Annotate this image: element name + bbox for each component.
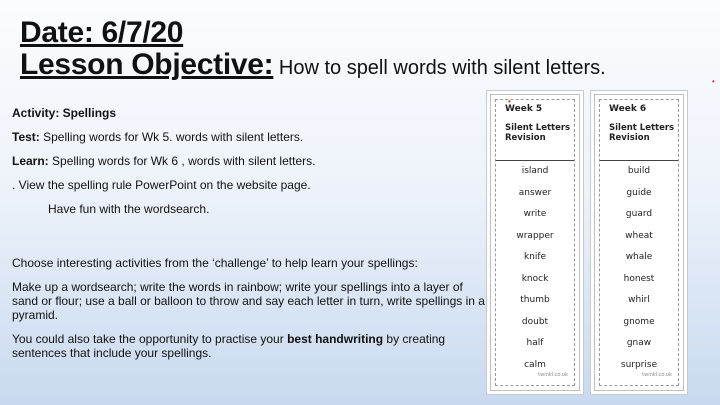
objective-label: Lesson Objective: bbox=[20, 48, 274, 81]
handwriting-line bbox=[12, 332, 490, 360]
word-item: calm bbox=[524, 359, 546, 370]
learn-text: Spelling words for Wk 6 , words with silent letters. bbox=[48, 154, 316, 168]
card-header bbox=[496, 97, 574, 161]
word-item: whirl bbox=[628, 295, 650, 305]
learn-line bbox=[12, 154, 490, 168]
word-item: build bbox=[627, 166, 651, 176]
word-item: half bbox=[526, 338, 544, 348]
word-item: gnaw bbox=[626, 338, 652, 348]
word-item: whale bbox=[625, 252, 653, 262]
week-title: Week 6 bbox=[609, 104, 647, 114]
word-list bbox=[496, 161, 574, 376]
card-subtitle-2: Revision bbox=[505, 133, 546, 143]
learn-label: Learn: bbox=[12, 154, 49, 168]
annotation-dot-mark: • bbox=[712, 77, 715, 86]
word-item: island bbox=[521, 166, 549, 176]
word-item: guide bbox=[626, 187, 652, 198]
date-heading: Date: 6/7/20 bbox=[20, 16, 184, 49]
instructions-text bbox=[12, 106, 490, 370]
word-item: write bbox=[523, 209, 547, 219]
word-item: answer bbox=[518, 187, 552, 198]
test-text: Spelling words for Wk 5. words with silent letters. bbox=[39, 130, 304, 144]
word-item: surprise bbox=[620, 359, 658, 370]
handwriting-before: You could also take the opportunity to practise your bbox=[12, 332, 288, 346]
week-title: Week 5 bbox=[505, 104, 543, 114]
card-border bbox=[599, 99, 679, 386]
test-line bbox=[12, 130, 490, 144]
card-credit: twinkl.co.uk bbox=[642, 372, 672, 378]
week6-spelling-card bbox=[594, 94, 684, 391]
card-subtitle-2: Revision bbox=[609, 133, 650, 143]
card-border bbox=[495, 99, 575, 386]
spacer bbox=[12, 226, 490, 256]
word-item: gnome bbox=[623, 316, 655, 327]
card-subtitle-1: Silent Letters bbox=[505, 123, 571, 133]
challenge-line: Choose interesting activities from the ‘challenge’ to help learn your spellings: bbox=[12, 256, 418, 270]
word-item: guard bbox=[625, 209, 653, 219]
card-subtitle-1: Silent Letters bbox=[609, 123, 675, 133]
card-header bbox=[600, 100, 678, 161]
word-item: wrapper bbox=[516, 230, 554, 241]
word-item: thumb bbox=[520, 295, 550, 305]
view-powerpoint-line: . View the spelling rule PowerPoint on the website page. bbox=[12, 178, 311, 192]
word-item: knock bbox=[521, 273, 549, 284]
word-list bbox=[600, 161, 678, 376]
wordsearch-line: Have fun with the wordsearch. bbox=[48, 202, 210, 216]
handwriting-bold: best handwriting bbox=[287, 332, 384, 346]
annotation-dot-mark: • bbox=[508, 97, 511, 106]
card-credit: twinkl.co.uk bbox=[538, 372, 568, 378]
week5-spelling-card bbox=[490, 94, 580, 391]
word-item: honest bbox=[623, 273, 655, 284]
lesson-objective bbox=[20, 48, 606, 87]
handwriting-after: by creating sentences that include your spellings. bbox=[12, 332, 446, 360]
objective-text: How to spell words with silent letters. bbox=[273, 57, 606, 79]
title-block bbox=[20, 17, 606, 87]
activity-heading: Activity: Spellings bbox=[12, 106, 117, 120]
word-item: knife bbox=[523, 252, 547, 262]
activity-ideas: Make up a wordsearch; write the words in rainbow; write your spellings into a layer of sand or flour; use a ball or balloon to throw and say each letter in turn, write spellings in a pyramid. bbox=[12, 280, 485, 322]
word-item: doubt bbox=[521, 316, 549, 327]
word-item: wheat bbox=[625, 230, 653, 241]
test-label: Test: bbox=[12, 130, 40, 144]
